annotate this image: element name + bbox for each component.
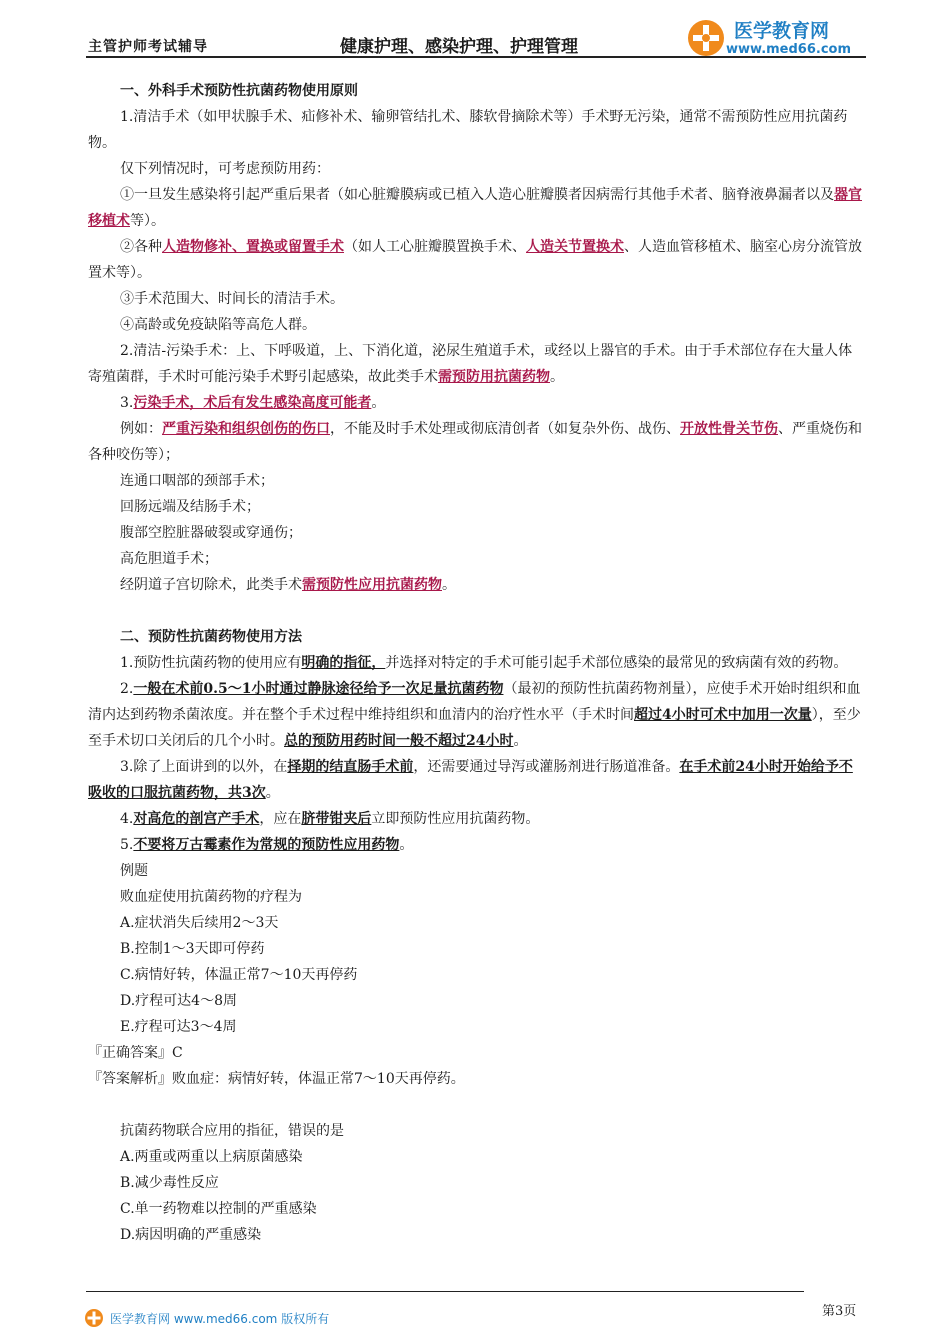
paragraph: 例如：严重污染和组织创伤的伤口，不能及时手术处理或彻底清创者（如复杂外伤、战伤、开放性骨关节伤、严重烧伤和各种咬伤等）； — [88, 421, 862, 463]
paragraph: 1.清洁手术（如甲状腺手术、疝修补术、输卵管结扎术、膝软骨摘除术等）手术野无污染，通常不需预防性应用抗菌药物。 — [88, 109, 848, 151]
question: 抗菌药物联合应用的指征，错误的是 — [120, 1123, 344, 1139]
emphasis: 在手术前24小时开始给予不吸收的口服抗菌药物，共3次 — [88, 759, 853, 801]
option: C.病情好转，体温正常7～10天再停药 — [120, 967, 358, 983]
highlight: 需预防用抗菌药物 — [438, 369, 550, 385]
option: A.症状消失后续用2～3天 — [120, 915, 279, 931]
answer: 『正确答案』C — [88, 1045, 183, 1061]
question: 败血症使用抗菌药物的疗程为 — [120, 889, 302, 905]
highlight: 人造物修补、置换或留置手术 — [162, 239, 344, 255]
emphasis: 总的预防用药时间一般不超过24小时 — [284, 733, 514, 749]
section2-heading: 二、预防性抗菌药物使用方法 — [120, 629, 302, 645]
highlight: 开放性骨关节伤 — [680, 421, 778, 437]
highlight: 污染手术，术后有发生感染高度可能者 — [133, 395, 372, 411]
section1-heading: 一、外科手术预防性抗菌药物使用原则 — [120, 83, 358, 99]
emphasis: 脐带钳夹后 — [301, 811, 372, 827]
paragraph: 3.除了上面讲到的以外，在择期的结直肠手术前，还需要通过导泻或灌肠剂进行肠道准备。在手术前24小时开始给予不吸收的口服抗菌药物，共3次。 — [88, 759, 853, 801]
paragraph: 5.不要将万古霉素作为常规的预防性应用药物。 — [120, 837, 414, 853]
highlight: 严重污染和组织创伤的伤口 — [162, 421, 330, 437]
paragraph: 回肠远端及结肠手术； — [120, 499, 260, 515]
footer-cross-icon — [84, 1308, 104, 1328]
footer-copyright: 医学教育网 www.med66.com 版权所有 — [110, 1312, 330, 1326]
logo-url: www.med66.com — [726, 42, 852, 57]
option: D.病因明确的严重感染 — [120, 1227, 262, 1243]
paragraph: ③手术范围大、时间长的清洁手术。 — [120, 291, 344, 307]
paragraph: ①一旦发生感染将引起严重后果者（如心脏瓣膜病或已植入人造心脏瓣膜者因病需行其他手术者、脑脊液鼻漏者以及器官移植术等）。 — [88, 187, 862, 229]
paragraph: 高危胆道手术； — [120, 551, 218, 567]
paragraph: ②各种人造物修补、置换或留置手术（如人工心脏瓣膜置换手术、人造关节置换术、人造血管移植术、脑室心房分流管放置术等）。 — [88, 239, 862, 281]
medical-cross-icon — [686, 18, 726, 58]
emphasis: 对高危的剖宫产手术 — [133, 811, 260, 827]
paragraph: 3.污染手术，术后有发生感染高度可能者。 — [120, 395, 386, 411]
option: E.疗程可达3～4周 — [120, 1019, 237, 1035]
paragraph: 1.预防性抗菌药物的使用应有明确的指征，并选择对特定的手术可能引起手术部位感染的最常见的致病菌有效的药物。 — [120, 655, 848, 671]
paragraph: 2.清洁-污染手术：上、下呼吸道，上、下消化道，泌尿生殖道手术，或经以上器官的手术。由于手术部位存在大量人体寄殖菌群，手术时可能污染手术野引起感染，故此类手术需预防用抗菌药物。 — [88, 343, 853, 385]
paragraph: 经阴道子宫切除术，此类手术需预防性应用抗菌药物。 — [120, 577, 456, 593]
brand-logo — [686, 14, 876, 64]
paragraph: ④高龄或免疫缺陷等高危人群。 — [120, 317, 316, 333]
option: B.控制1～3天即可停药 — [120, 941, 265, 957]
header-center-title: 健康护理、感染护理、护理管理 — [340, 37, 578, 57]
paragraph: 仅下列情况时，可考虑预防用药： — [120, 161, 330, 177]
option: C.单一药物难以控制的严重感染 — [120, 1201, 317, 1217]
footer-divider — [86, 1291, 804, 1292]
header-left-title: 主管护师考试辅导 — [88, 39, 208, 55]
highlight: 器官移植术 — [88, 187, 862, 229]
emphasis: 一般在术前0.5～1小时通过静脉途径给予一次足量抗菌药物 — [133, 681, 504, 697]
highlight: 人造关节置换术 — [526, 239, 624, 255]
emphasis: 超过4小时可术中加用一次量 — [634, 707, 812, 723]
emphasis: 择期的结直肠手术前 — [287, 759, 414, 775]
option: A.两重或两重以上病原菌感染 — [120, 1149, 303, 1165]
option: B.减少毒性反应 — [120, 1175, 219, 1191]
paragraph: 腹部空腔脏器破裂或穿通伤； — [120, 525, 302, 541]
paragraph: 4.对高危的剖宫产手术，应在脐带钳夹后立即预防性应用抗菌药物。 — [120, 811, 540, 827]
emphasis: 明确的指征， — [301, 655, 386, 671]
document-body — [88, 78, 866, 1248]
analysis: 『答案解析』败血症：病情好转，体温正常7～10天再停药。 — [88, 1071, 465, 1087]
example-label: 例题 — [120, 863, 148, 879]
emphasis: 不要将万古霉素作为常规的预防性应用药物 — [133, 837, 400, 853]
highlight: 需预防性应用抗菌药物 — [302, 577, 442, 593]
page-number: 第3页 — [822, 1304, 857, 1319]
logo-name: 医学教育网 — [734, 20, 830, 42]
paragraph: 连通口咽部的颈部手术； — [120, 473, 274, 489]
paragraph: 2.一般在术前0.5～1小时通过静脉途径给予一次足量抗菌药物（最初的预防性抗菌药物剂量），应使手术开始时组织和血清内达到药物杀菌浓度。并在整个手术过程中维持组织和血清内的治疗性水平（手术时间超过4小时可术中加用一次量），至少至手术切口关闭后的几个小时。总的预防用药时间一般不超过24小时。 — [88, 681, 861, 749]
option: D.疗程可达4～8周 — [120, 993, 237, 1009]
